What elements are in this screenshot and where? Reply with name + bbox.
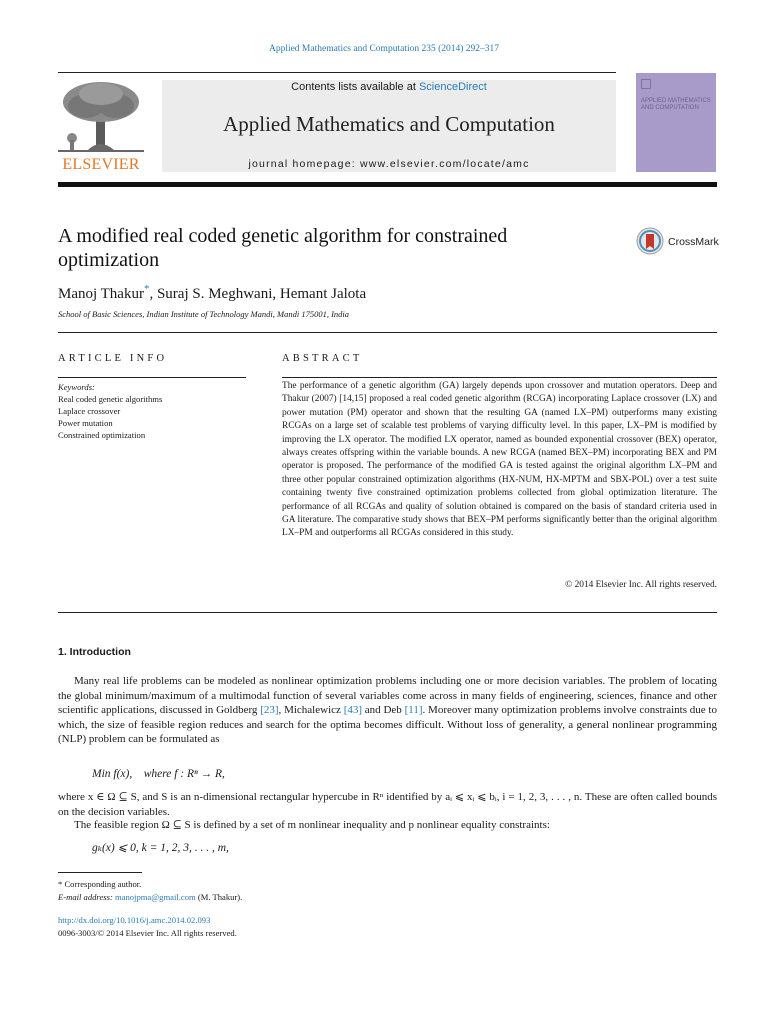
elsevier-wordmark: ELSEVIER [62,156,140,173]
authors [58,283,366,303]
doi-link[interactable]: http://dx.doi.org/10.1016/j.amc.2014.02.093 [58,915,211,925]
keywords-block [58,381,248,441]
crossmark-badge[interactable] [636,227,718,257]
footnotes [58,878,698,904]
corresponding-author-note: * Corresponding author. [58,879,142,889]
article-info-rule [58,377,246,378]
footnote-rule [58,872,142,873]
journal-title: Applied Mathematics and Computation [223,112,555,136]
homepage-url[interactable]: www.elsevier.com/locate/amc [359,158,530,170]
corresponding-author-mark[interactable]: * [143,283,150,295]
title-rule [58,332,717,333]
email-note [58,891,698,904]
contents-line [162,81,616,93]
keywords-label: Keywords: [58,382,95,392]
paper-title: A modified real coded genetic algorithm for constrained optimization [58,225,508,271]
abstract-heading: ABSTRACT [282,353,363,364]
email-link[interactable]: manojpma@gmail.com [114,891,196,902]
equation-lhs: Min f(x), [92,768,133,780]
journal-cover-thumbnail[interactable] [636,73,716,172]
top-rule [58,72,616,73]
bounds-paragraph: where x ∈ Ω ⊆ S, and S is an n-dimensional rectangular hypercube in Rⁿ identified by aᵢ ⩽ xᵢ ⩽ bᵢ, i = 1, 2, 3, . . . , n. These are often called bounds on the decision variables. [58,791,717,818]
intro-text: and Deb [362,704,405,717]
citation-link[interactable]: [43] [343,704,363,717]
contents-prefix: Contents lists available at [291,81,419,93]
citation-link[interactable]: [23] [260,704,279,717]
email-label: E-mail address: [58,891,115,902]
doi-block [58,914,698,940]
elsevier-logo [58,80,144,174]
sciencedirect-link[interactable]: ScienceDirect [418,81,487,93]
abstract-copyright: © 2014 Elsevier Inc. All rights reserved. [565,580,717,590]
section-heading-introduction: 1. Introduction [58,646,131,658]
email-suffix: (M. Thakur). [195,891,243,902]
keyword-item: Real coded genetic algorithms [58,394,163,404]
issn-copyright: 0096-3003/© 2014 Elsevier Inc. All rights reserved. [58,927,237,938]
homepage-prefix: journal homepage: [248,158,360,170]
crossmark-label: CrossMark [668,236,719,248]
equation-inequality-constraints: gₖ(x) ⩽ 0, k = 1, 2, 3, . . . , m, [92,842,229,854]
abstract-end-rule [58,612,717,613]
intro-text: Many real life problems can be modeled as nonlinear optimization problems including one or more decision variables. The problem of locating the global minimum/maximum of a multimodal function of several variables come across in many fields of engineering, sciences, finance and other scientific applications, discussed in Goldberg [58,675,717,717]
cover-logo-icon [641,79,651,89]
citation-link[interactable]: [11] [404,704,423,717]
abstract-text: The performance of a genetic algorithm (GA) largely depends upon crossover and mutation operators. Deep and Thakur (2007) [14,15] proposed a real coded genetic algorithm (RCGA) incorporating Laplace crossover (LX) and power mutation (PM) operator and shown that the resulting GA (named LX–PM) outperforms many existing RCGAs on a large set of scalable test problems of varying difficulty level. In this paper, LX–PM is modified by improving the LX operator. The modified LX operator, named as bounded exponential crossover (BEX) operator, always creates offspring within the variable bounds. A new RCGA (named BEX–PM) incorporating BEX and PM operator is proposed. The performance of the modified GA is tested against the original algorithm LX–PM and three other popular constrained optimization algorithms (HX-NUM, HX-MPTM and SBX-POL) over a test suite containing twenty five constrained optimization problems collected from global optimization literature. The performance of all RCGAs and quality of solution obtained is compared on the basis of standard criteria used in GA literature. The comparative study shows that BEX–PM performs significantly better than the original algorithm LX–PM and outperforms all RCGAs considered in this study. [282,381,717,539]
keyword-item: Laplace crossover [58,406,121,416]
affiliation: School of Basic Sciences, Indian Institute of Technology Mandi, Mandi 175001, India [58,309,350,319]
feasible-region-paragraph: The feasible region Ω ⊆ S is defined by a set of m nonlinear inequality and p nonlinear equality constraints: [74,819,550,831]
journal-reference[interactable]: Applied Mathematics and Computation 235 (2014) 292–317 [268,44,500,54]
equation-objective [92,768,225,780]
intro-paragraph [58,674,717,747]
equation-rhs: where f : Rⁿ → R, [143,768,225,780]
journal-homepage [162,158,616,170]
keyword-item: Power mutation [58,418,113,428]
keyword-item: Constrained optimization [58,430,146,440]
author-name: Manoj Thakur [58,286,144,302]
intro-text: . Moreover many optimization problems involve constraints due to which, the size of feasible region reduces and search for the optima becomes difficult. Without loss of generality, a general nonlinear programming (NLP) problem can be formulated as [58,704,717,746]
intro-text: , Michalewicz [278,704,344,717]
article-info-heading: ARTICLE INFO [58,353,168,364]
cover-text: APPLIED MATHEMATICS AND COMPUTATION [641,98,711,111]
crossmark-icon [636,227,664,255]
coauthors: , Suraj S. Meghwani, Hemant Jalota [149,286,367,302]
header-thick-rule [58,182,717,187]
elsevier-tree-icon [58,80,144,154]
abstract-rule [282,377,717,378]
